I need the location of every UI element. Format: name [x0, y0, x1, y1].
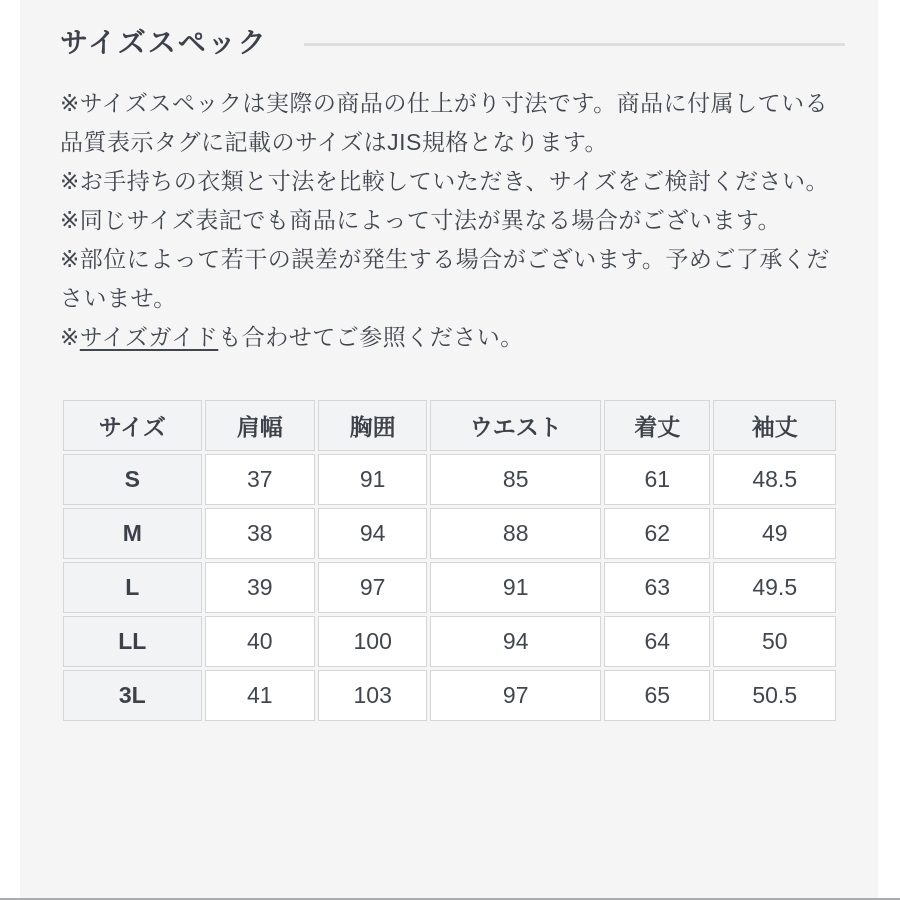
note-prefix: ※	[60, 324, 80, 350]
size-note: ※サイズスペックは実際の商品の仕上がり寸法です。商品に付属している品質表示タグに記載のサイズはJIS規格となります。	[60, 90, 829, 155]
value-cell: 50.5	[713, 670, 836, 721]
size-note-with-link	[60, 318, 845, 357]
value-cell: 94	[318, 508, 427, 559]
table-row	[63, 670, 836, 721]
column-header-size: サイズ	[63, 400, 202, 451]
table-header-row	[63, 400, 836, 451]
size-cell: M	[63, 508, 202, 559]
value-cell: 61	[604, 454, 710, 505]
value-cell: 39	[205, 562, 315, 613]
value-cell: 63	[604, 562, 710, 613]
size-cell: L	[63, 562, 202, 613]
size-note: ※部位によって若干の誤差が発生する場合がございます。予めご了承くださいませ。	[60, 246, 830, 311]
content-panel	[20, 0, 878, 898]
table-row	[63, 616, 836, 667]
page-title: サイズスペック	[60, 27, 268, 58]
value-cell: 37	[205, 454, 315, 505]
value-cell: 50	[713, 616, 836, 667]
value-cell: 103	[318, 670, 427, 721]
value-cell: 38	[205, 508, 315, 559]
value-cell: 88	[430, 508, 601, 559]
column-header-length: 着丈	[604, 400, 710, 451]
table-row	[63, 508, 836, 559]
column-header-shoulder: 肩幅	[205, 400, 315, 451]
value-cell: 97	[318, 562, 427, 613]
title-row	[60, 26, 845, 60]
value-cell: 85	[430, 454, 601, 505]
value-cell: 91	[430, 562, 601, 613]
note-suffix: も合わせてご参照ください。	[218, 324, 524, 350]
size-cell: LL	[63, 616, 202, 667]
column-header-waist: ウエスト	[430, 400, 601, 451]
value-cell: 91	[318, 454, 427, 505]
size-notes	[60, 84, 845, 357]
value-cell: 97	[430, 670, 601, 721]
value-cell: 62	[604, 508, 710, 559]
size-guide-link[interactable]: サイズガイド	[79, 324, 219, 350]
size-cell: 3L	[63, 670, 202, 721]
size-cell: S	[63, 454, 202, 505]
value-cell: 49.5	[713, 562, 836, 613]
column-header-chest: 胸囲	[318, 400, 427, 451]
table-row	[63, 454, 836, 505]
value-cell: 94	[430, 616, 601, 667]
size-spec-table	[60, 397, 839, 724]
value-cell: 40	[205, 616, 315, 667]
value-cell: 41	[205, 670, 315, 721]
size-note: ※同じサイズ表記でも商品によって寸法が異なる場合がございます。	[60, 207, 782, 233]
column-header-sleeve: 袖丈	[713, 400, 836, 451]
size-table-wrap	[60, 397, 845, 724]
table-row	[63, 562, 836, 613]
value-cell: 64	[604, 616, 710, 667]
value-cell: 49	[713, 508, 836, 559]
title-divider-line	[304, 43, 845, 46]
size-note: ※お手持ちの衣類と寸法を比較していただき、サイズをご検討ください。	[60, 168, 830, 194]
value-cell: 100	[318, 616, 427, 667]
value-cell: 65	[604, 670, 710, 721]
value-cell: 48.5	[713, 454, 836, 505]
